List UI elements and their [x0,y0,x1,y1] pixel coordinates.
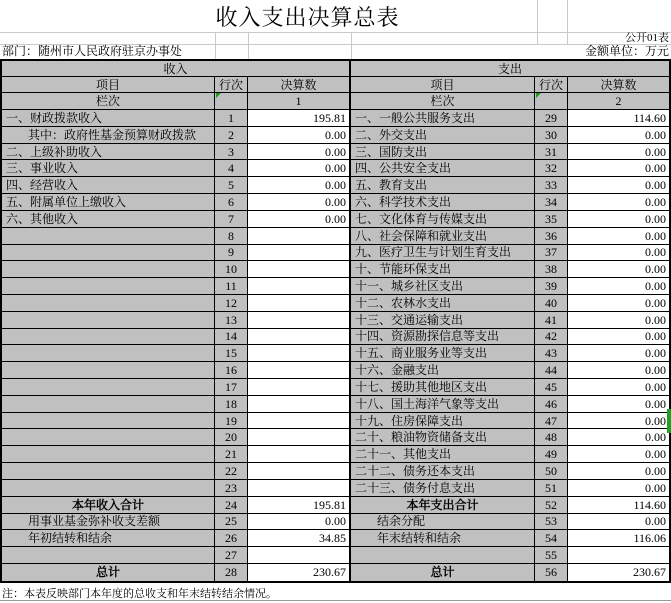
cell-item[interactable]: 十九、住房保障支出 [351,413,535,430]
cell-line[interactable]: 37 [535,245,568,262]
cell-item[interactable]: 八、社会保障和就业支出 [351,228,535,245]
cell-line[interactable]: 41 [535,312,568,329]
cell-line[interactable]: 19 [215,413,248,430]
cell-amount[interactable]: 0.00 [568,379,669,396]
cell-item[interactable] [351,547,535,564]
cell-amount[interactable]: 0.00 [568,211,669,228]
column-header-line-expenditure: 行次 [535,77,568,93]
cell-line[interactable]: 35 [535,211,568,228]
cell-line[interactable]: 10 [215,261,248,278]
cell-line[interactable]: 50 [535,463,568,480]
column-header-line-income: 行次 [215,77,248,93]
cell-line[interactable]: 32 [535,160,568,177]
cell-item[interactable]: 三、事业收入 [2,160,215,177]
cell-amount[interactable]: 0.00 [248,160,351,177]
cell-line[interactable]: 56 [535,564,568,581]
cell-amount[interactable]: 0.00 [568,446,669,463]
cell-error-indicator-icon [216,93,221,98]
cell-line[interactable]: 6 [215,194,248,211]
cell-amount[interactable] [248,278,351,295]
cell-amount[interactable]: 0.00 [568,295,669,312]
section-header-income: 收入 [2,61,351,77]
cell-item[interactable] [2,547,215,564]
table-code: 公开01表 [625,32,669,44]
cell-amount[interactable]: 195.81 [248,110,351,127]
cell-error-indicator-icon [536,93,541,98]
cell-item[interactable] [2,480,215,497]
cell-item[interactable] [2,345,215,362]
cell-amount[interactable]: 0.00 [568,127,669,144]
cell-item[interactable]: 十七、援助其他地区支出 [351,379,535,396]
cell-amount[interactable] [248,295,351,312]
cell-amount[interactable]: 0.00 [568,278,669,295]
cell-amount[interactable]: 0.00 [568,177,669,194]
cell-item[interactable]: 总计 [351,564,535,581]
cell-line[interactable]: 18 [215,396,248,413]
cell-item[interactable]: 二、上级补助收入 [2,144,215,161]
section-header-expenditure: 支出 [351,61,669,77]
cell-amount[interactable]: 0.00 [568,345,669,362]
cell-amount[interactable]: 0.00 [568,329,669,346]
cell-line[interactable]: 4 [215,160,248,177]
cell-amount[interactable]: 230.67 [568,564,669,581]
row-index-line-cell-expenditure[interactable] [535,93,568,110]
cell-amount[interactable]: 195.81 [248,497,351,514]
cell-line[interactable]: 3 [215,144,248,161]
cell-line[interactable]: 44 [535,362,568,379]
cell-line[interactable]: 49 [535,446,568,463]
cell-item[interactable]: 二十、粮油物资储备支出 [351,429,535,446]
cell-line[interactable]: 24 [215,497,248,514]
cell-item[interactable]: 九、医疗卫生与计划生育支出 [351,245,535,262]
cell-line[interactable]: 27 [215,547,248,564]
cell-line[interactable]: 15 [215,345,248,362]
cell-amount[interactable]: 0.00 [568,480,669,497]
cell-item[interactable]: 十三、交通运输支出 [351,312,535,329]
cell-item[interactable]: 三、国防支出 [351,144,535,161]
edge-green-marker-icon [667,409,671,433]
cell-amount[interactable]: 0.00 [568,463,669,480]
cell-item[interactable] [2,329,215,346]
cell-amount[interactable]: 0.00 [568,228,669,245]
cell-amount[interactable]: 0.00 [248,514,351,531]
cell-amount[interactable]: 0.00 [568,245,669,262]
cell-amount[interactable]: 0.00 [568,362,669,379]
column-header-item-income: 项目 [2,77,215,93]
cell-line[interactable]: 7 [215,211,248,228]
cell-line[interactable]: 30 [535,127,568,144]
cell-line[interactable]: 17 [215,379,248,396]
cell-line[interactable]: 9 [215,245,248,262]
cell-amount[interactable] [248,329,351,346]
cell-item[interactable] [2,446,215,463]
cell-amount[interactable]: 0.00 [248,177,351,194]
cell-line[interactable]: 54 [535,530,568,547]
cell-amount[interactable]: 0.00 [568,144,669,161]
unit-label: 金额单位：万元 [584,44,669,58]
cell-amount[interactable] [248,446,351,463]
cell-amount[interactable] [248,429,351,446]
cell-item[interactable] [2,278,215,295]
cell-amount[interactable] [248,345,351,362]
sheet-title: 收入支出决算总表 [215,4,400,30]
cell-amount[interactable] [248,463,351,480]
cell-line[interactable]: 42 [535,329,568,346]
cell-item[interactable]: 总计 [2,564,215,581]
cell-amount[interactable] [568,547,669,564]
cell-amount[interactable]: 0.00 [248,127,351,144]
cell-line[interactable]: 31 [535,144,568,161]
cell-item[interactable]: 年初结转和结余 [2,530,215,547]
cell-line[interactable]: 21 [215,446,248,463]
cell-line[interactable]: 38 [535,261,568,278]
cell-amount[interactable]: 0.00 [568,312,669,329]
cell-item[interactable]: 四、公共安全支出 [351,160,535,177]
meta-row [0,44,671,59]
cell-amount[interactable] [248,312,351,329]
cell-item[interactable] [2,295,215,312]
cell-item[interactable] [2,245,215,262]
cell-item[interactable]: 六、科学技术支出 [351,194,535,211]
cell-line[interactable]: 53 [535,514,568,531]
cell-item[interactable]: 五、教育支出 [351,177,535,194]
cell-line[interactable]: 14 [215,329,248,346]
cell-line[interactable]: 52 [535,497,568,514]
cell-amount[interactable]: 0.00 [568,160,669,177]
cell-amount[interactable] [248,379,351,396]
cell-item[interactable]: 一、一般公共服务支出 [351,110,535,127]
cell-line[interactable]: 47 [535,413,568,430]
cell-line[interactable]: 22 [215,463,248,480]
cell-amount[interactable]: 230.67 [248,564,351,581]
cell-line[interactable]: 55 [535,547,568,564]
cell-amount[interactable]: 0.00 [568,429,669,446]
column-header-amount-expenditure: 决算数 [568,77,669,93]
cell-item[interactable]: 十六、金融支出 [351,362,535,379]
cell-amount[interactable]: 0.00 [568,413,669,430]
cell-line[interactable]: 28 [215,564,248,581]
cell-line[interactable]: 8 [215,228,248,245]
cell-item[interactable]: 十二、农林水支出 [351,295,535,312]
cell-amount[interactable]: 116.06 [568,530,669,547]
row-index-line-cell-income[interactable] [215,93,248,110]
cell-line[interactable]: 25 [215,514,248,531]
cell-amount[interactable]: 0.00 [568,194,669,211]
cell-line[interactable]: 33 [535,177,568,194]
cell-line[interactable]: 11 [215,278,248,295]
cell-line[interactable]: 51 [535,480,568,497]
cell-item[interactable] [2,261,215,278]
cell-amount[interactable] [248,228,351,245]
cell-amount[interactable]: 114.60 [568,497,669,514]
cell-item[interactable] [2,228,215,245]
cell-line[interactable]: 39 [535,278,568,295]
cell-item[interactable]: 其中：政府性基金预算财政拨款 [2,127,215,144]
cell-item[interactable] [2,396,215,413]
gridline [0,600,671,601]
cell-item[interactable] [2,379,215,396]
cell-line[interactable]: 2 [215,127,248,144]
department-label: 部门：随州市人民政府驻京办事处 [2,44,183,58]
cell-line[interactable]: 45 [535,379,568,396]
cell-line[interactable]: 20 [215,429,248,446]
cell-amount[interactable]: 0.00 [568,396,669,413]
cell-amount[interactable] [248,396,351,413]
cell-item[interactable]: 六、其他收入 [2,211,215,228]
cell-item[interactable]: 二十三、债务付息支出 [351,480,535,497]
cell-amount[interactable] [248,547,351,564]
cell-amount[interactable]: 34.85 [248,530,351,547]
cell-line[interactable]: 36 [535,228,568,245]
cell-item[interactable]: 一、财政拨款收入 [2,110,215,127]
cell-amount[interactable]: 0.00 [568,261,669,278]
cell-line[interactable]: 34 [535,194,568,211]
cell-item[interactable]: 年末结转和结余 [351,530,535,547]
cell-item[interactable]: 用事业基金弥补收支差额 [2,514,215,531]
column-header-amount-income: 决算数 [248,77,351,93]
cell-line[interactable]: 26 [215,530,248,547]
cell-item[interactable]: 十四、资源勘探信息等支出 [351,329,535,346]
column-header-item-expenditure: 项目 [351,77,535,93]
cell-item[interactable]: 七、文化体育与传媒支出 [351,211,535,228]
cell-amount[interactable] [248,362,351,379]
cell-line[interactable]: 16 [215,362,248,379]
cell-amount[interactable]: 0.00 [248,211,351,228]
cell-item[interactable] [2,413,215,430]
worksheet-grid [0,59,671,583]
cell-amount[interactable] [248,413,351,430]
cell-item[interactable]: 二十一、其他支出 [351,446,535,463]
cell-item[interactable]: 四、经营收入 [2,177,215,194]
row-index-label-income: 栏次 [2,93,215,110]
cell-item[interactable]: 结余分配 [351,514,535,531]
cell-line[interactable]: 29 [535,110,568,127]
cell-line[interactable]: 46 [535,396,568,413]
cell-line[interactable]: 23 [215,480,248,497]
cell-amount[interactable]: 0.00 [248,194,351,211]
cell-amount[interactable]: 0.00 [248,144,351,161]
cell-line[interactable]: 43 [535,345,568,362]
cell-amount[interactable]: 0.00 [568,514,669,531]
cell-amount[interactable] [248,245,351,262]
cell-item[interactable]: 五、附属单位上缴收入 [2,194,215,211]
cell-item[interactable]: 二十二、债务还本支出 [351,463,535,480]
row-index-label-expenditure: 栏次 [351,93,535,110]
cell-item[interactable]: 二、外交支出 [351,127,535,144]
cell-line[interactable]: 12 [215,295,248,312]
footer-note: 注：本表反映部门本年度的总收支和年末结转结余情况。 [2,588,277,600]
cell-item[interactable] [2,362,215,379]
cell-item[interactable]: 十五、商业服务业等支出 [351,345,535,362]
cell-line[interactable]: 5 [215,177,248,194]
cell-item[interactable]: 十、节能环保支出 [351,261,535,278]
cell-line[interactable]: 1 [215,110,248,127]
cell-item[interactable]: 本年收入合计 [2,497,215,514]
cell-amount[interactable] [248,480,351,497]
row-index-value-income: 1 [248,93,351,110]
cell-line[interactable]: 13 [215,312,248,329]
cell-item[interactable] [2,312,215,329]
cell-item[interactable]: 十八、国土海洋气象等支出 [351,396,535,413]
cell-amount[interactable]: 114.60 [568,110,669,127]
cell-amount[interactable] [248,261,351,278]
cell-item[interactable] [2,463,215,480]
cell-item[interactable]: 本年支出合计 [351,497,535,514]
cell-line[interactable]: 40 [535,295,568,312]
cell-item[interactable]: 十一、城乡社区支出 [351,278,535,295]
cell-item[interactable] [2,429,215,446]
cell-line[interactable]: 48 [535,429,568,446]
row-index-value-expenditure: 2 [568,93,669,110]
